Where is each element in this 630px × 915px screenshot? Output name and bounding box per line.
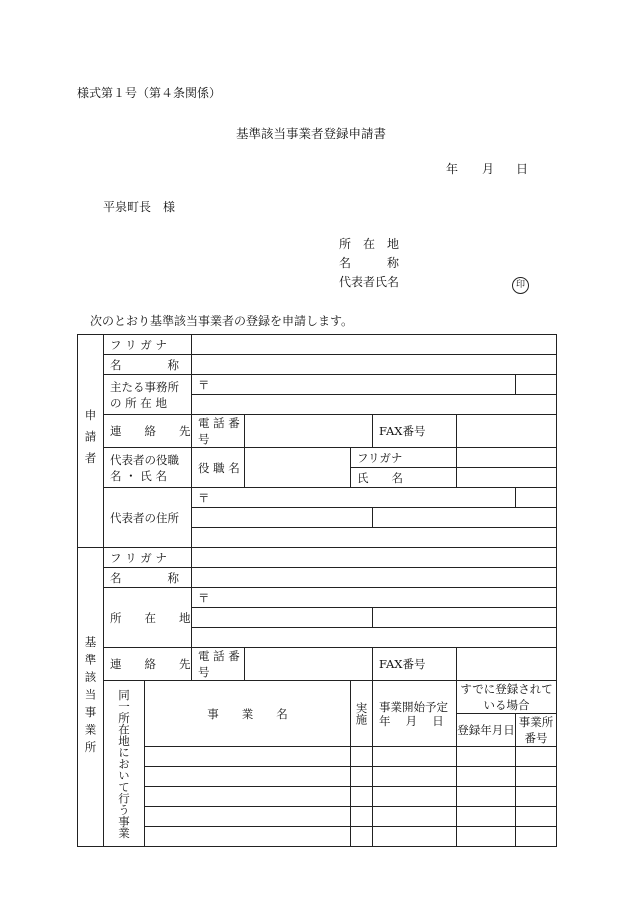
applicant-phone-input[interactable] xyxy=(245,415,373,448)
rep-furigana-input[interactable] xyxy=(457,448,557,468)
rep-furigana-label: フリガナ xyxy=(351,448,457,468)
facility-name-label: 名 称 xyxy=(104,568,192,588)
rep-name-label: 氏 名 xyxy=(351,468,457,488)
applicant-name-label: 名 称 xyxy=(104,355,192,375)
header-address-label: 所 在 地 xyxy=(339,237,400,251)
addressee: 平泉町長 様 xyxy=(103,200,176,214)
business-row xyxy=(78,787,557,807)
application-form-table xyxy=(77,334,557,847)
office-postal-input[interactable] xyxy=(192,375,516,395)
start-planned-header: 事業開始予定 年 月 日 xyxy=(373,681,457,747)
business-row xyxy=(78,807,557,827)
business-row xyxy=(78,767,557,787)
seal-icon: 印 xyxy=(512,272,529,294)
applicant-fax-input[interactable] xyxy=(457,415,557,448)
date-day-label: 日 xyxy=(516,162,529,176)
applicant-name-input[interactable] xyxy=(192,355,557,375)
rep-position-input[interactable] xyxy=(245,448,351,488)
facility-fax-input[interactable] xyxy=(457,648,557,681)
facility-address-input-3[interactable] xyxy=(192,628,557,648)
facility-postal-input[interactable] xyxy=(192,588,557,608)
facility-address-label: 所 在 地 xyxy=(104,588,192,648)
rep-address-label: 代表者の住所 xyxy=(104,488,192,548)
applicant-furigana-label: フ リ ガ ナ xyxy=(104,335,192,355)
facility-fax-label: FAX番号 xyxy=(373,648,457,681)
office-address-input[interactable] xyxy=(192,395,557,415)
applicant-contact-label: 連 絡 先 xyxy=(104,415,192,448)
facility-name-input[interactable] xyxy=(192,568,557,588)
facility-address-input-2[interactable] xyxy=(373,608,557,628)
date-month-label: 月 xyxy=(482,162,495,176)
facility-address-input-1[interactable] xyxy=(192,608,373,628)
facility-contact-label: 連 絡 先 xyxy=(104,648,192,681)
applicant-section-heading: 申請者 xyxy=(78,335,104,548)
office-address-label: 主たる事務所 の 所 在 地 xyxy=(104,375,192,415)
header-name-label: 名 称 xyxy=(339,256,400,270)
facility-furigana-input[interactable] xyxy=(192,548,557,568)
rep-postal-input[interactable] xyxy=(192,488,516,508)
postal-mark: 〒 xyxy=(198,490,210,505)
postal-mark: 〒 xyxy=(198,590,210,605)
business-row xyxy=(78,827,557,847)
rep-address-input-3[interactable] xyxy=(192,528,557,548)
applicant-phone-label: 電 話 番 号 xyxy=(192,415,245,448)
facility-furigana-label: フ リ ガ ナ xyxy=(104,548,192,568)
intro-text: 次のとおり基準該当事業者の登録を申請します。 xyxy=(90,314,354,328)
same-location-label: 同一所在地において行う事業 xyxy=(104,681,145,847)
office-number-header: 事業所番号 xyxy=(516,714,557,747)
business-row xyxy=(78,747,557,767)
rep-postal-extra[interactable] xyxy=(516,488,557,508)
form-number: 様式第１号（第４条関係） xyxy=(77,86,222,100)
applicant-furigana-input[interactable] xyxy=(192,335,557,355)
postal-mark: 〒 xyxy=(198,377,210,392)
rep-address-input-2[interactable] xyxy=(373,508,557,528)
office-postal-extra[interactable] xyxy=(516,375,557,395)
rep-address-input-1[interactable] xyxy=(192,508,373,528)
facility-section-heading: 基準該当事業所 xyxy=(78,548,104,847)
facility-phone-label: 電 話 番 号 xyxy=(192,648,245,681)
registered-date-header: 登録年月日 xyxy=(457,714,516,747)
page-title: 基準該当事業者登録申請書 xyxy=(236,126,387,141)
applicant-fax-label: FAX番号 xyxy=(373,415,457,448)
rep-name-input[interactable] xyxy=(457,468,557,488)
implemented-header: 実施 xyxy=(351,681,373,747)
already-registered-header: すでに登録されている場合 xyxy=(457,681,557,714)
date-year-label: 年 xyxy=(446,162,459,176)
rep-position-label: 役 職 名 xyxy=(192,448,245,488)
business-name-header: 事 業 名 xyxy=(145,681,351,747)
rep-title-label: 代表者の役職 名 ・ 氏 名 xyxy=(104,448,192,488)
header-representative-label: 代表者氏名 xyxy=(339,275,400,289)
facility-phone-input[interactable] xyxy=(245,648,373,681)
